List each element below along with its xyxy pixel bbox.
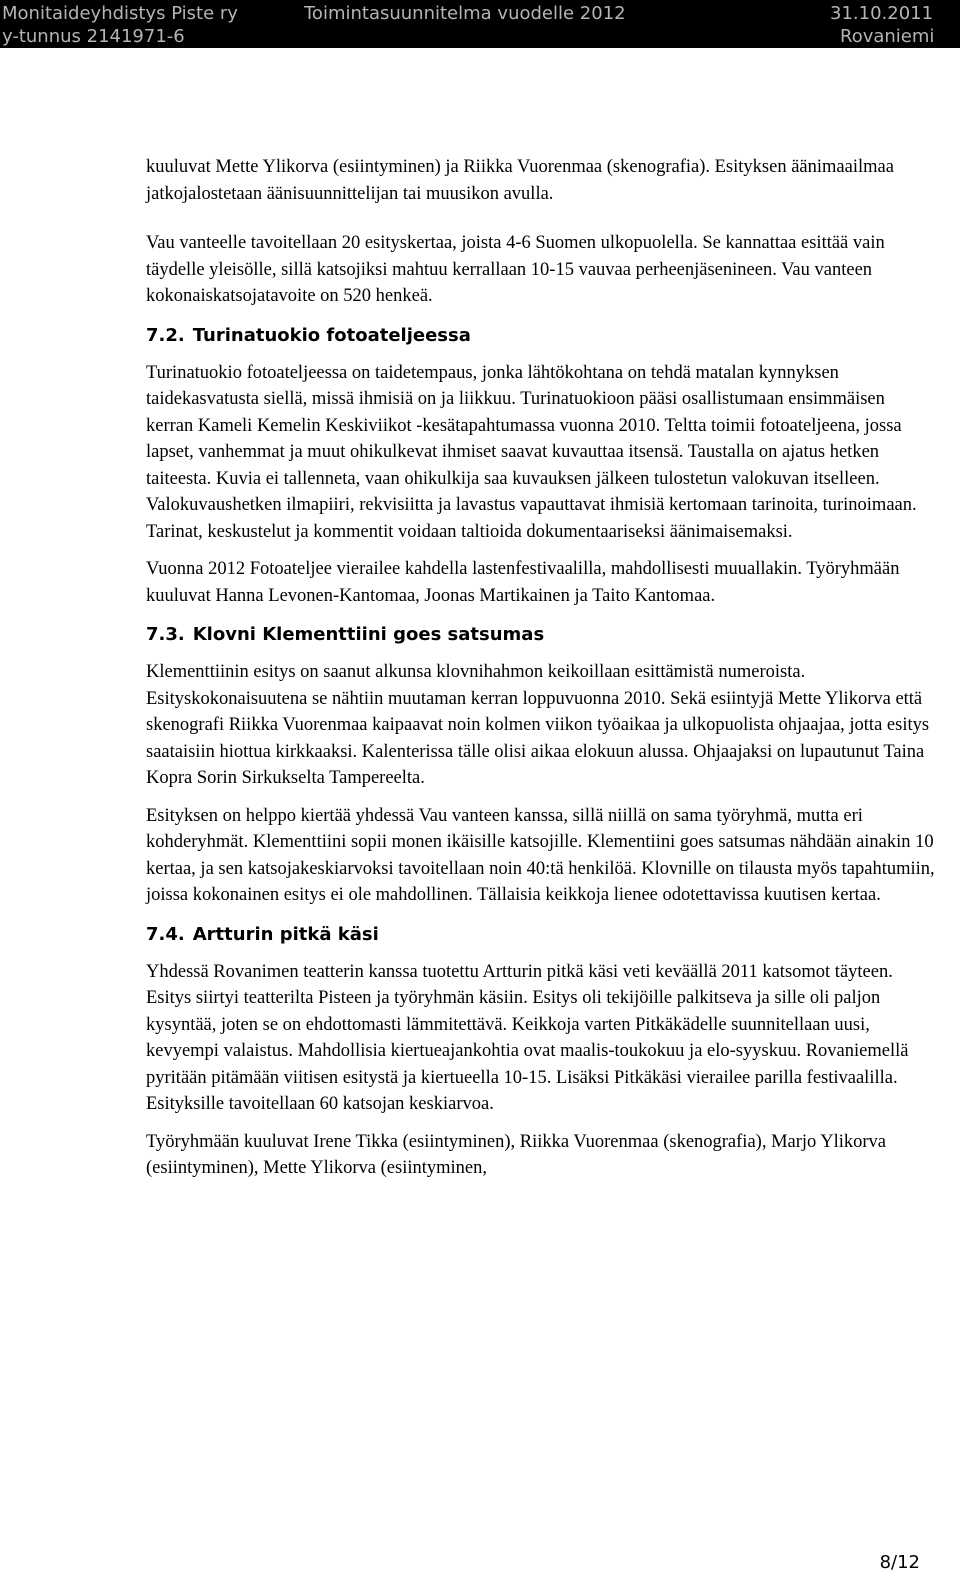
section-heading-7-4 bbox=[146, 923, 936, 947]
paragraph-artturin-2: Työryhmään kuuluvat Irene Tikka (esiintyminen), Riikka Vuorenmaa (skenografia), Marjo Ylikorva (esiintyminen), Mette Ylikorva (esiintyminen, bbox=[146, 1131, 886, 1178]
header-organization: Monitaideyhdistys Piste ry bbox=[2, 3, 238, 24]
section-heading-7-2 bbox=[146, 324, 936, 348]
paragraph-turinatuokio-2: Vuonna 2012 Fotoateljee vierailee kahdella lastenfestivaalilla, mahdollisesti muuallakin. Työryhmään kuuluvat Hanna Levonen-Kantomaa, Joonas Martikainen ja Taito Kantomaa. bbox=[146, 559, 900, 606]
header-date: 31.10.2011 bbox=[830, 3, 934, 24]
header-document-title: Toimintasuunnitelma vuodelle 2012 bbox=[304, 3, 626, 24]
section-title: Turinatuokio fotoateljeessa bbox=[192, 324, 471, 346]
paragraph-turinatuokio-1: Turinatuokio fotoateljeessa on taidetempaus, jonka lähtökohtana on tehdä matalan kynnyksen taidekasvatusta siellä, missä ihmisiä on ja liikkuu. Turinatuokioon pääsi osallistumaan ensimmäisen kerran Kameli Kemelin Keskiviikot -kesätapahtumassa vuonna 2010. Teltta toimii fotoateljeena, jossa lapset, vanhemmat ja muut ohikulkevat ihmiset saavat kuvauttaa itsensä. Taustalla on ajatus hetken taiteesta. Kuvia ei tallenneta, vaan ohikulkija saa kuvauksen jälkeen tulostetun valokuvan itselleen. Valokuvaushetken ilmapiiri, rekvisiitta ja lavastus vapauttavat ihmisiä kertomaan tarinoita, turinoimaan. Tarinat, keskustelut ja kommentit voidaan taltioida dokumentaariseksi äänimaisemaksi. bbox=[146, 362, 917, 542]
page-header bbox=[0, 0, 960, 48]
section-title: Artturin pitkä käsi bbox=[192, 923, 379, 945]
section-number: 7.4. bbox=[146, 923, 185, 945]
paragraph-artturin-1: Yhdessä Rovanimen teatterin kanssa tuotettu Artturin pitkä käsi veti keväällä 2011 katsomot täyteen. Esitys siirtyi teatterilta Pisteen ja työryhmän käsiin. Esitys oli tekijöille palkitseva ja sille oli paljon kysyntää, joten se on ehdottomasti lämmitettävä. Keikkoja varten Pitkäkädelle suunnitellaan uusi, kevyempi valaistus. Mahdollisia kiertueajankohtia ovat maalis-toukokuu ja elo-syyskuu. Rovaniemellä pyritään pitämään viitisen esitystä ja kiertueella 10-15. Lisäksi Pitkäkäsi vierailee parilla festivaalilla. Esityksille tavoitellaan 60 katsojan keskiarvoa. bbox=[146, 961, 909, 1114]
paragraph-intro: kuuluvat Mette Ylikorva (esiintyminen) ja Riikka Vuorenmaa (skenografia). Esityksen äänimaailmaa jatkojalostetaan äänisuunnittelijan tai muusikon avulla. bbox=[146, 157, 894, 204]
paragraph-klementtiini-1: Klementtiinin esitys on saanut alkunsa klovnihahmon keikoillaan esittämistä numeroista. Esityskokonaisuutena se nähtiin muutaman kerran loppuvuonna 2010. Sekä esiintyjä Mette Ylikorva että skenografi Riikka Vuorenmaa kaipaavat noin kolmen viikon työaikaa ja ulkopuolista ohjaajaa, jotta esitys saataisiin hiottua kirkkaaksi. Kalenterissa tälle olisi aikaa elokuun alussa. Ohjaajaksi on lupautunut Taina Kopra Sorin Sirkukselta Tampereelta. bbox=[146, 662, 930, 788]
section-title: Klovni Klementtiini goes satsumas bbox=[192, 624, 545, 645]
page-number: 8/12 bbox=[879, 1552, 920, 1573]
paragraph-vau-vanteelle: Vau vanteelle tavoitellaan 20 esityskertaa, joista 4-6 Suomen ulkopuolella. Se kannattaa esittää vain täydelle yleisölle, sillä katsojiksi mahtuu kerrallaan 10-15 vauvaa perheenjäsenineen. Vau vanteen kokonaiskatsojatavoite on 520 henkeä. bbox=[146, 233, 885, 306]
section-number: 7.2. bbox=[146, 324, 185, 346]
section-number: 7.3. bbox=[146, 624, 185, 645]
section-heading-7-3 bbox=[146, 623, 936, 647]
page-body bbox=[146, 154, 936, 1193]
header-city: Rovaniemi bbox=[840, 26, 935, 47]
paragraph-klementtiini-2: Esityksen on helppo kiertää yhdessä Vau vanteen kanssa, sillä niillä on sama työryhmä, mutta eri kohderyhmät. Klementtiini sopii monen ikäisille katsojille. Klementiini goes satsumas nähdään ainakin 10 kertaa, ja sen katsojakeskiarvoksi tavoitellaan noin 40:tä henkilöä. Klovnille on tilausta myös tapahtumiin, joissa kokonainen esitys ei ole mahdollinen. Tällaisia keikkoja lienee odotettavissa kuutisen kertaa. bbox=[146, 805, 935, 905]
header-business-id: y-tunnus 2141971-6 bbox=[2, 26, 185, 47]
